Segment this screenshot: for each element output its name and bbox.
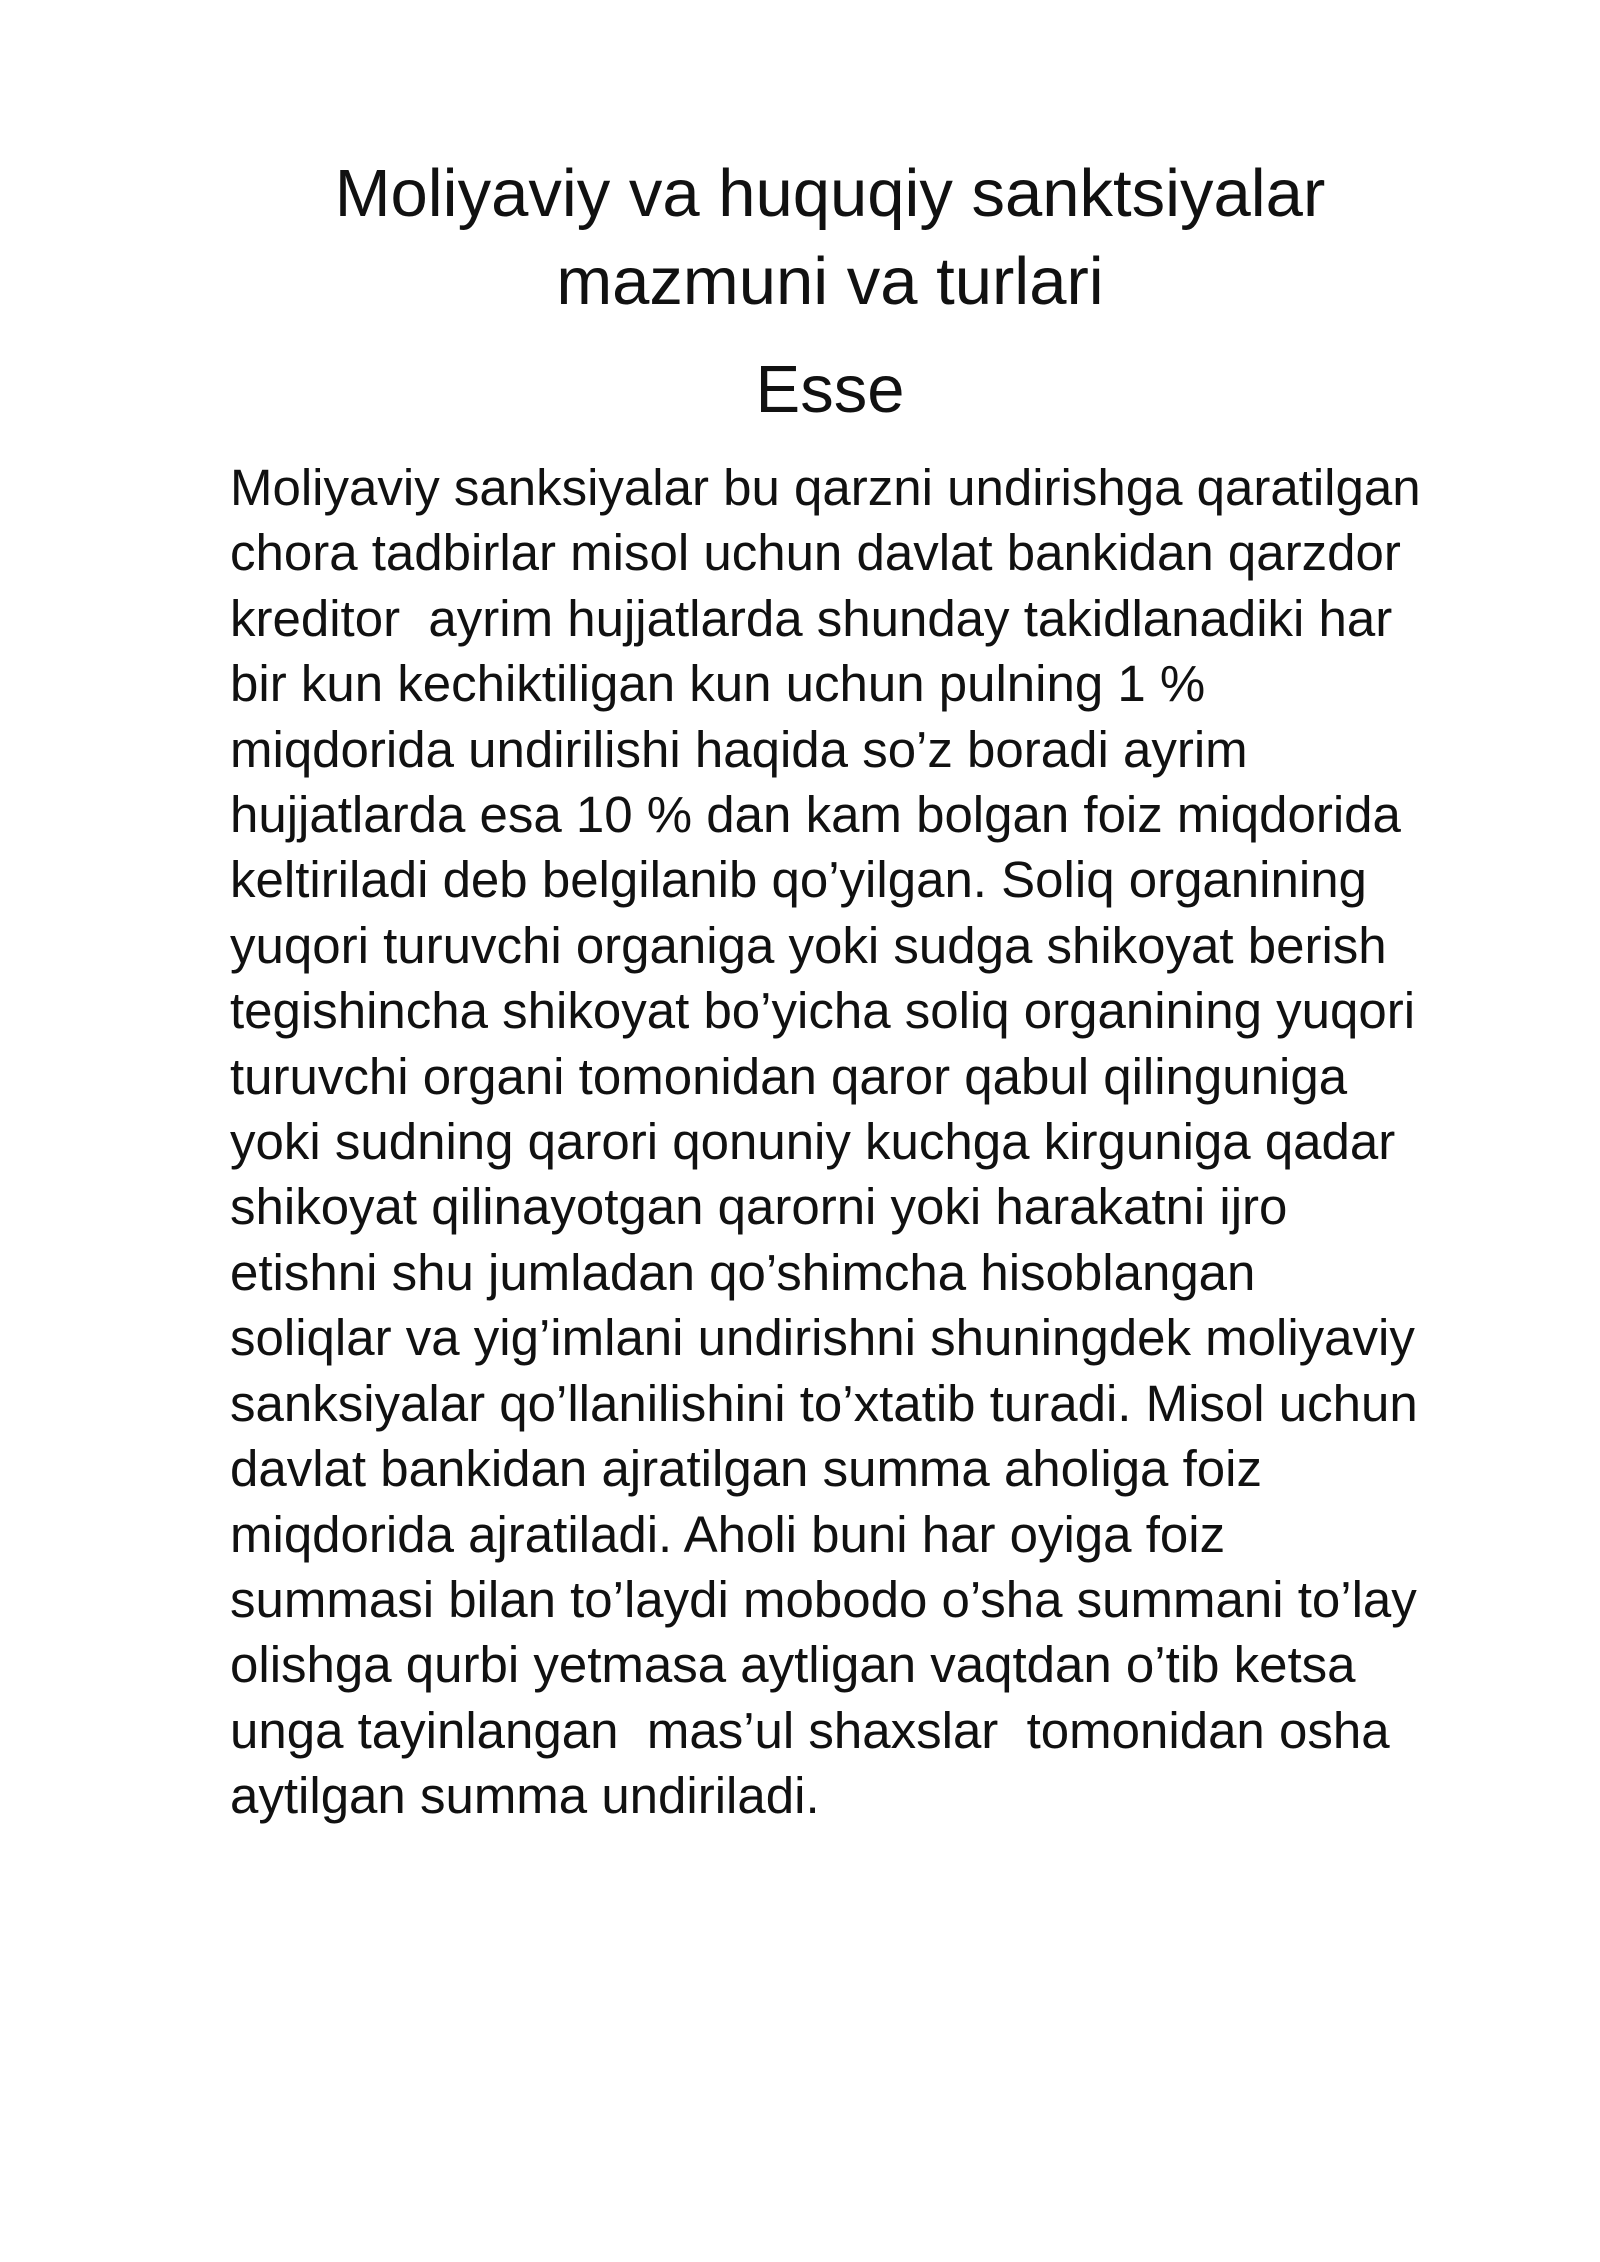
body-line: sanksiyalar qo’llanilishini to’xtatib turadi. Misol uchun: [230, 1374, 1418, 1432]
body-line: soliqlar va yig’imlani undirishni shuningdek moliyaviy: [230, 1309, 1415, 1367]
body-line: etishni shu jumladan qo’shimcha hisoblangan: [230, 1243, 1256, 1301]
body-line: aytilgan summa undiriladi.: [230, 1767, 820, 1825]
body-line: davlat bankidan ajratilgan summa aholiga foiz: [230, 1440, 1262, 1498]
body-line: summasi bilan to’laydi mobodo o’sha summani to’lay: [230, 1570, 1417, 1628]
body-line: Moliyaviy sanksiyalar bu qarzni undirishga qaratilgan: [230, 459, 1421, 516]
body-line: chora tadbirlar misol uchun davlat bankidan qarzdor: [230, 524, 1401, 582]
body-line: tegishincha shikoyat bo’yicha soliq organining yuqori: [230, 982, 1416, 1040]
title-line-2: mazmuni va turlari: [556, 244, 1104, 319]
body-line: shikoyat qilinayotgan qarorni yoki harakatni ijro: [230, 1178, 1288, 1236]
body-line: miqdorida undirilishi haqida so’z boradi ayrim: [230, 720, 1248, 778]
title-line-1: Moliyaviy va huquqiy sanktsiyalar: [334, 156, 1326, 231]
body-line: unga tayinlangan mas’ul shaxslar tomonidan osha: [230, 1701, 1390, 1759]
body-line: bir kun kechiktiligan kun uchun pulning 1 %: [230, 655, 1206, 713]
body-line: hujjatlarda esa 10 % dan kam bolgan foiz miqdorida: [230, 786, 1401, 844]
body-line: yoki sudning qarori qonuniy kuchga kirguniga qadar: [230, 1113, 1396, 1171]
body-line: turuvchi organi tomonidan qaror qabul qilinguniga: [230, 1047, 1348, 1105]
document-title: [230, 150, 1430, 326]
body-line: olishga qurbi yetmasa aytligan vaqtdan o’tib ketsa: [230, 1636, 1356, 1694]
document-subtitle: Esse: [755, 352, 905, 427]
body-line: yuqori turuvchi organiga yoki sudga shikoyat berish: [230, 916, 1387, 974]
body-line: keltiriladi deb belgilanib qo’yilgan. Soliq organining: [230, 851, 1367, 909]
body-line: miqdorida ajratiladi. Aholi buni har oyiga foiz: [230, 1505, 1226, 1563]
essay-body: [230, 455, 1530, 1829]
body-line: kreditor ayrim hujjatlarda shunday takidlanadiki har: [230, 589, 1393, 647]
